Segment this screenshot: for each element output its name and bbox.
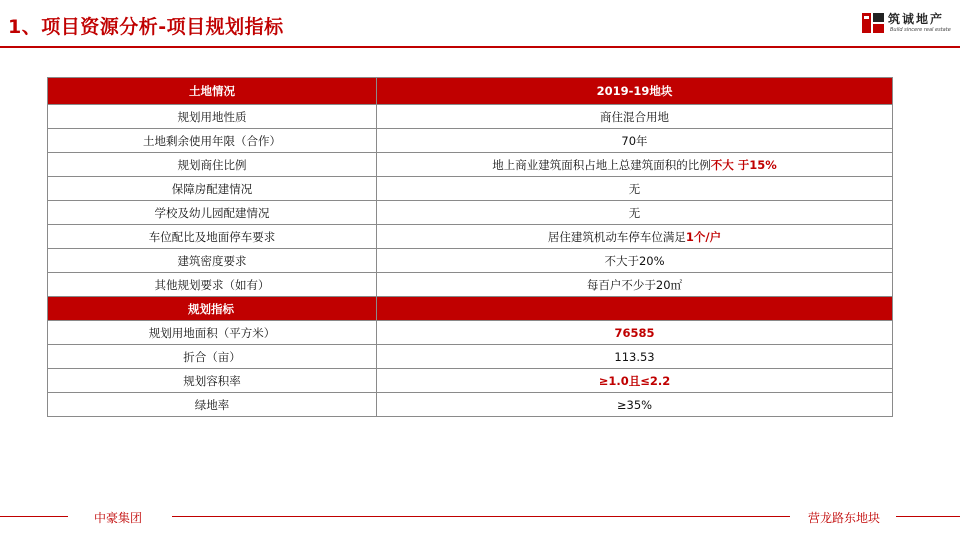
header-plot-id: 2019-19地块: [377, 78, 893, 105]
footer-rule-middle: [172, 516, 790, 517]
table-row: [48, 105, 893, 129]
table-row: [48, 273, 893, 297]
section-planning-indicators: 规划指标: [48, 297, 377, 321]
table-row: [48, 177, 893, 201]
footer-rule-left: [0, 516, 68, 517]
table-row: [48, 321, 893, 345]
row-label: 其他规划要求（如有）: [48, 273, 377, 297]
row-value: 不大于20%: [377, 249, 893, 273]
row-value: 113.53: [377, 345, 893, 369]
row-label: 保障房配建情况: [48, 177, 377, 201]
row-value: 无: [377, 177, 893, 201]
logo-tagline: Build sincere real estate: [890, 27, 951, 33]
section-header-row: [48, 297, 893, 321]
table-row: [48, 345, 893, 369]
page-title: 1、项目资源分析-项目规划指标: [8, 16, 284, 38]
title-divider: [0, 46, 960, 48]
table-row: [48, 153, 893, 177]
row-value: [377, 153, 893, 177]
row-label: 规划用地性质: [48, 105, 377, 129]
row-label: 规划容积率: [48, 369, 377, 393]
table-row: [48, 393, 893, 417]
row-value-text: 居住建筑机动车停车位满足: [547, 229, 686, 244]
table-row: [48, 225, 893, 249]
row-value: 70年: [377, 129, 893, 153]
header-land-status: 土地情况: [48, 78, 377, 105]
table-row: [48, 129, 893, 153]
row-label: 土地剩余使用年限（合作）: [48, 129, 377, 153]
row-value: ≥1.0且≤2.2: [377, 369, 893, 393]
row-label: 规划用地面积（平方米）: [48, 321, 377, 345]
row-label: 车位配比及地面停车要求: [48, 225, 377, 249]
row-label: 绿地率: [48, 393, 377, 417]
row-value: 76585: [377, 321, 893, 345]
planning-table: [47, 77, 893, 417]
table-row: [48, 249, 893, 273]
logo-mark-icon: [860, 10, 886, 36]
table-row: [48, 201, 893, 225]
row-value: [377, 225, 893, 249]
footer-project: 营龙路东地块: [808, 511, 881, 525]
company-logo: [858, 8, 954, 40]
row-label: 折合（亩）: [48, 345, 377, 369]
row-label: 学校及幼儿园配建情况: [48, 201, 377, 225]
table-header-row: [48, 78, 893, 105]
row-value-highlight: 不大 于15%: [710, 157, 777, 172]
row-value: ≥35%: [377, 393, 893, 417]
row-value: 商住混合用地: [377, 105, 893, 129]
table-row: [48, 369, 893, 393]
row-value-text: 地上商业建筑面积占地上总建筑面积的比例: [492, 157, 711, 172]
section-empty-cell: [377, 297, 893, 321]
row-label: 建筑密度要求: [48, 249, 377, 273]
footer-rule-right: [896, 516, 960, 517]
row-value: 每百户不少于20㎡: [377, 273, 893, 297]
footer-company: 中豪集团: [94, 511, 143, 525]
row-value: 无: [377, 201, 893, 225]
row-value-highlight: 1个/户: [685, 229, 722, 244]
row-label: 规划商住比例: [48, 153, 377, 177]
logo-name: 筑诚地产: [888, 12, 945, 26]
